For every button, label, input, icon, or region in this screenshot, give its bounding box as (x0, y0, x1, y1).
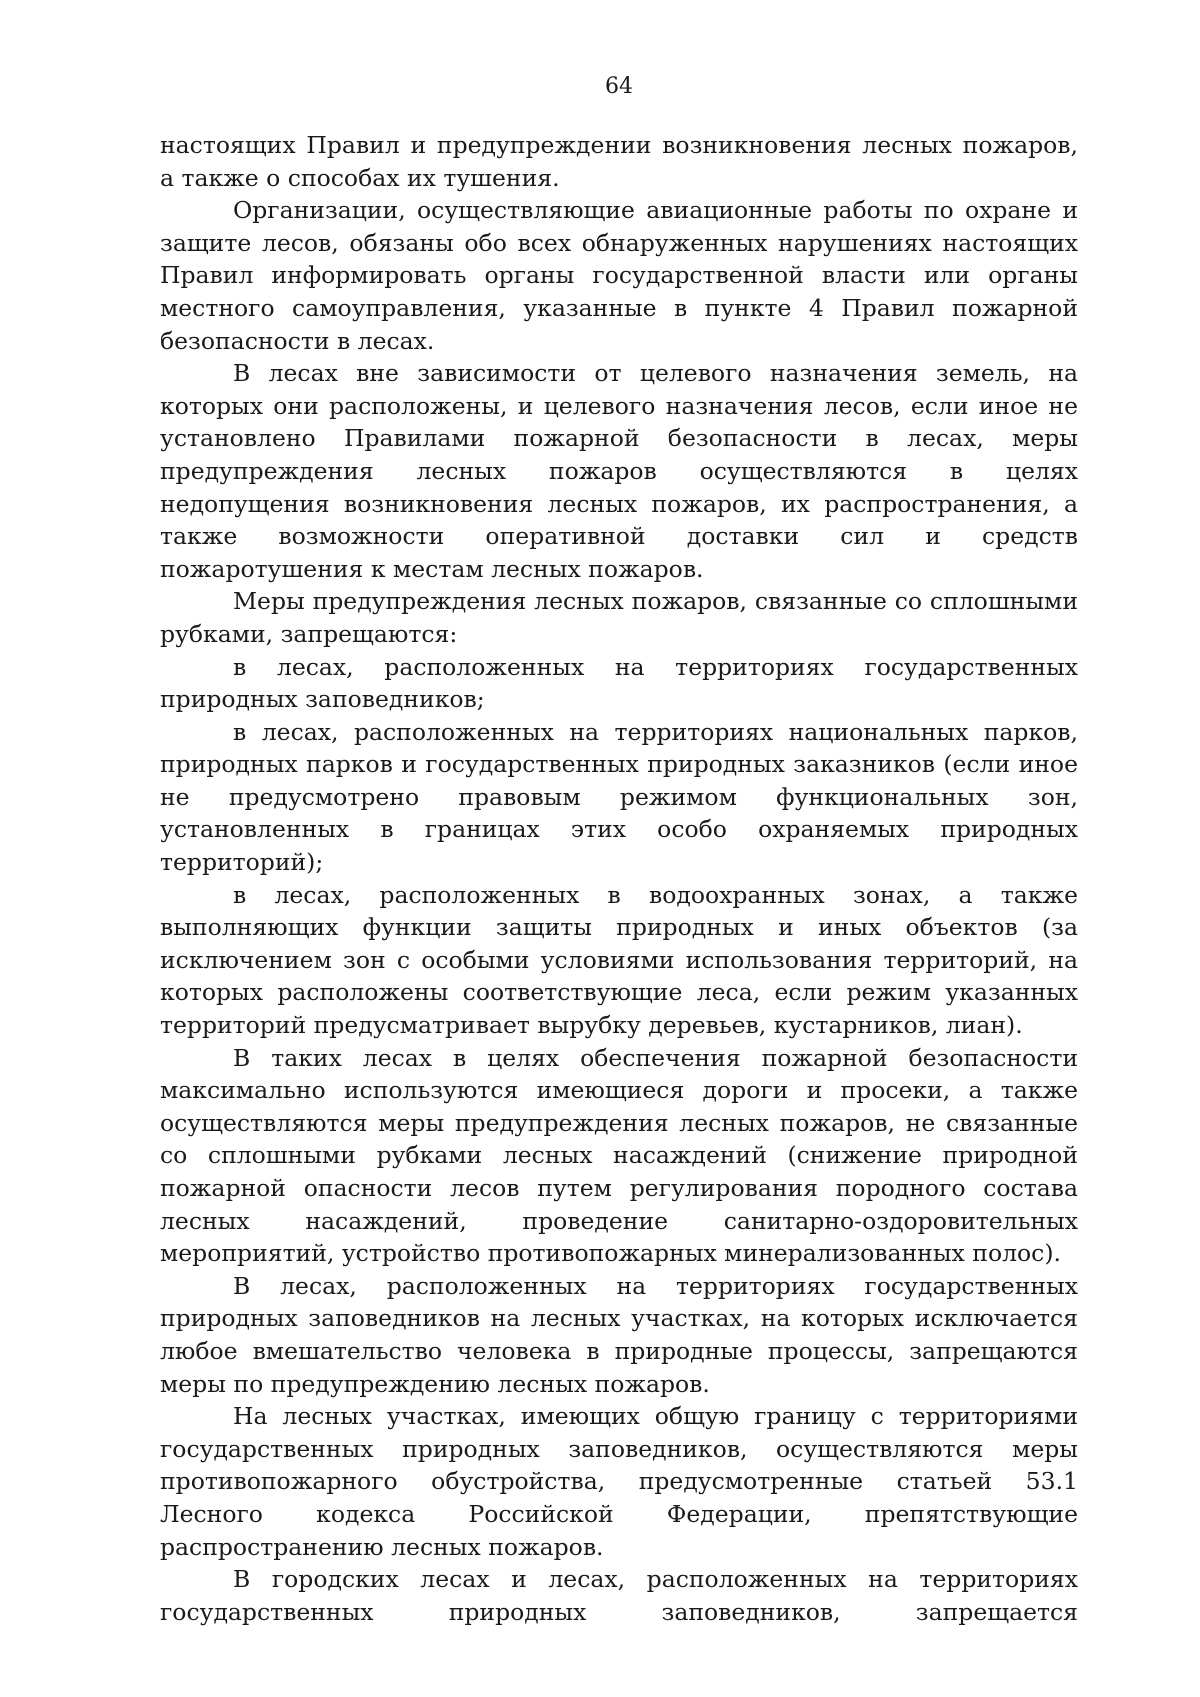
paragraph: Меры предупреждения лесных пожаров, связанные со сплошными рубками, запрещаются: (160, 587, 1078, 648)
paragraph: В лесах, расположенных на территориях государственных природных заповедников на лесных участках, на которых исключается любое вмешательство человека в природные процессы, запрещаются меры по предупреждению лесных пожаров. (160, 1271, 1078, 1398)
paragraph: В таких лесах в целях обеспечения пожарной безопасности максимально используются имеющиеся дороги и просеки, а также осуществляются меры предупреждения лесных пожаров, не связанные со сплошными рубками лесных насаждений (снижение природной пожарной опасности лесов путем регулирования породного состава лесных насаждений, проведение санитарно-оздоровительных мероприятий, устройство противопожарных минерализованных полос). (160, 1043, 1078, 1268)
document-body (160, 129, 1078, 1628)
list-item: в лесах, расположенных в водоохранных зонах, а также выполняющих функции защиты природных и иных объектов (за исключением зон с особыми условиями использования территорий, на которых расположены соответствующие леса, если режим указанных территорий предусматривает вырубку деревьев, кустарников, лиан). (160, 880, 1078, 1040)
paragraph: Организации, осуществляющие авиационные работы по охране и защите лесов, обязаны обо всех обнаруженных нарушениях настоящих Правил информировать органы государственной власти или органы местного самоуправления, указанные в пункте 4 Правил пожарной безопасности в лесах. (160, 196, 1078, 355)
list-item: в лесах, расположенных на территориях государственных природных заповедников; (160, 652, 1078, 714)
paragraph: В городских лесах и лесах, расположенных на территориях государственных природных заповедников, запрещается (160, 1565, 1078, 1626)
paragraph: На лесных участках, имеющих общую границу с территориями государственных природных заповедников, осуществляются меры противопожарного обустройства, предусмотренные статьей 53.1 Лесного кодекса Российской Федерации, препятствующие распространению лесных пожаров. (160, 1402, 1078, 1561)
paragraph: настоящих Правил и предупреждении возникновения лесных пожаров, а также о способах их тушения. (160, 131, 1078, 192)
paragraph: В лесах вне зависимости от целевого назначения земель, на которых они расположены, и целевого назначения лесов, если иное не установлено Правилами пожарной безопасности в лесах, меры предупреждения лесных пожаров осуществляются в целях недопущения возникновения лесных пожаров, их распространения, а также возможности оперативной доставки сил и средств пожаротушения к местам лесных пожаров. (160, 359, 1078, 583)
page-number: 64 (605, 74, 633, 99)
list-item: в лесах, расположенных на территориях национальных парков, природных парков и государственных природных заказников (если иное не предусмотрено правовым режимом функциональных зон, установленных в границах этих особо охраняемых природных территорий); (160, 717, 1078, 877)
